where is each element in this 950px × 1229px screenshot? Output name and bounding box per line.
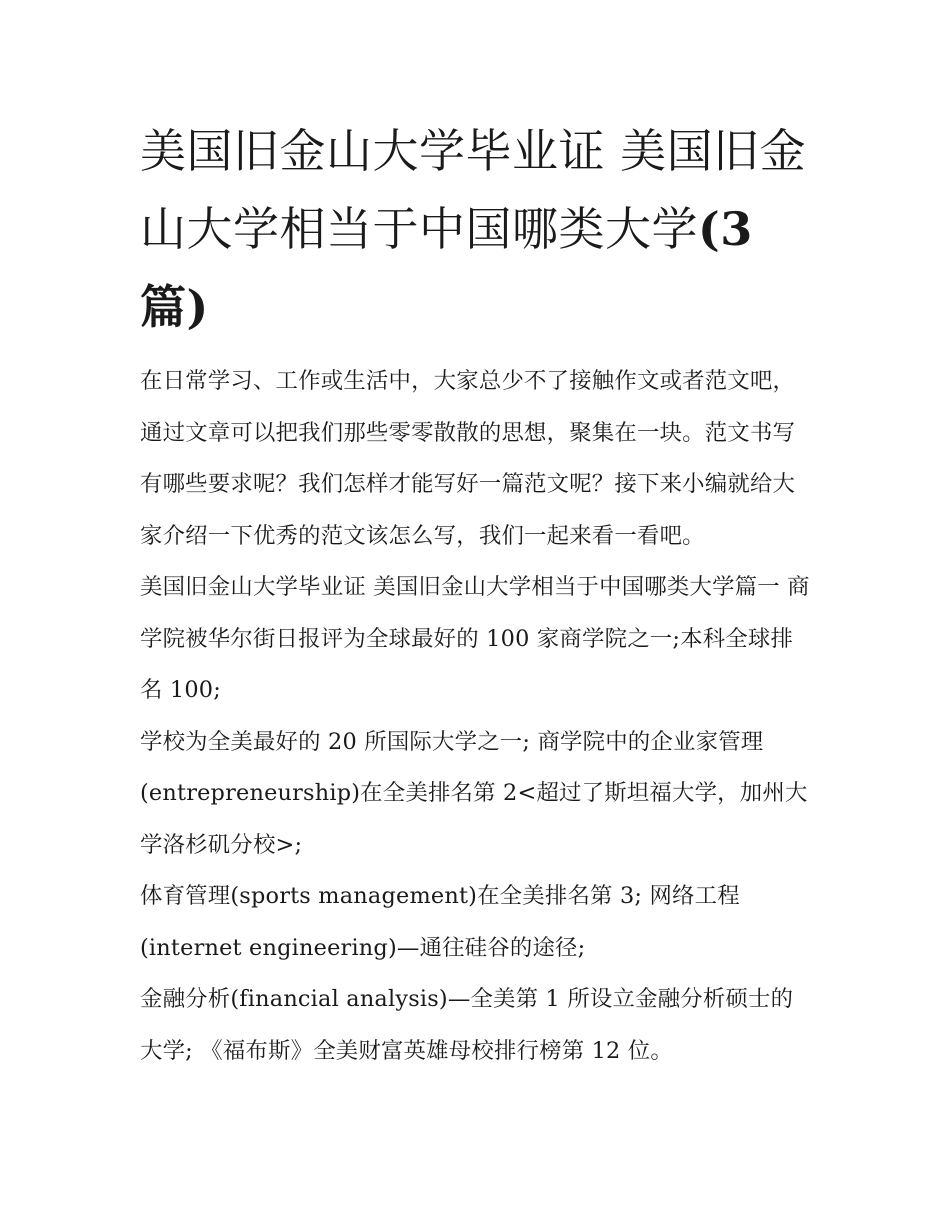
title-count-text: (3 篇) bbox=[140, 202, 753, 334]
body-paragraph-4: 金融分析(financial analysis)—全美第 1 所设立金融分析硕士的大学; 《福布斯》全美财富英雄母校排行榜第 12 位。 bbox=[140, 986, 794, 1064]
intro-paragraph: 在日常学习、工作或生活中，大家总少不了接触作文或者范文吧，通过文章可以把我们那些零零散散的思想，聚集在一块。范文书写有哪些要求呢？我们怎样才能写好一篇范文呢？接下来小编就给大家介绍一下优秀的范文该怎么写，我们一起来看一看吧。 bbox=[140, 368, 796, 549]
body-paragraph-3: 体育管理(sports management)在全美排名第 3; 网络工程(internet engineering)—通往硅谷的途径; bbox=[140, 883, 740, 961]
document-title bbox=[140, 112, 812, 346]
document-page bbox=[140, 112, 812, 1077]
body-paragraph-2: 学校为全美最好的 20 所国际大学之一; 商学院中的企业家管理(entrepreneurship)在全美排名第 2<超过了斯坦福大学，加州大学洛杉矶分校>; bbox=[140, 728, 808, 858]
body-paragraph-1: 美国旧金山大学毕业证 美国旧金山大学相当于中国哪类大学篇一 商学院被华尔街日报评为全球最好的 100 家商学院之一;本科全球排名 100; bbox=[140, 574, 810, 703]
title-main-text: 美国旧金山大学毕业证 美国旧金山大学相当于中国哪类大学 bbox=[140, 124, 807, 256]
